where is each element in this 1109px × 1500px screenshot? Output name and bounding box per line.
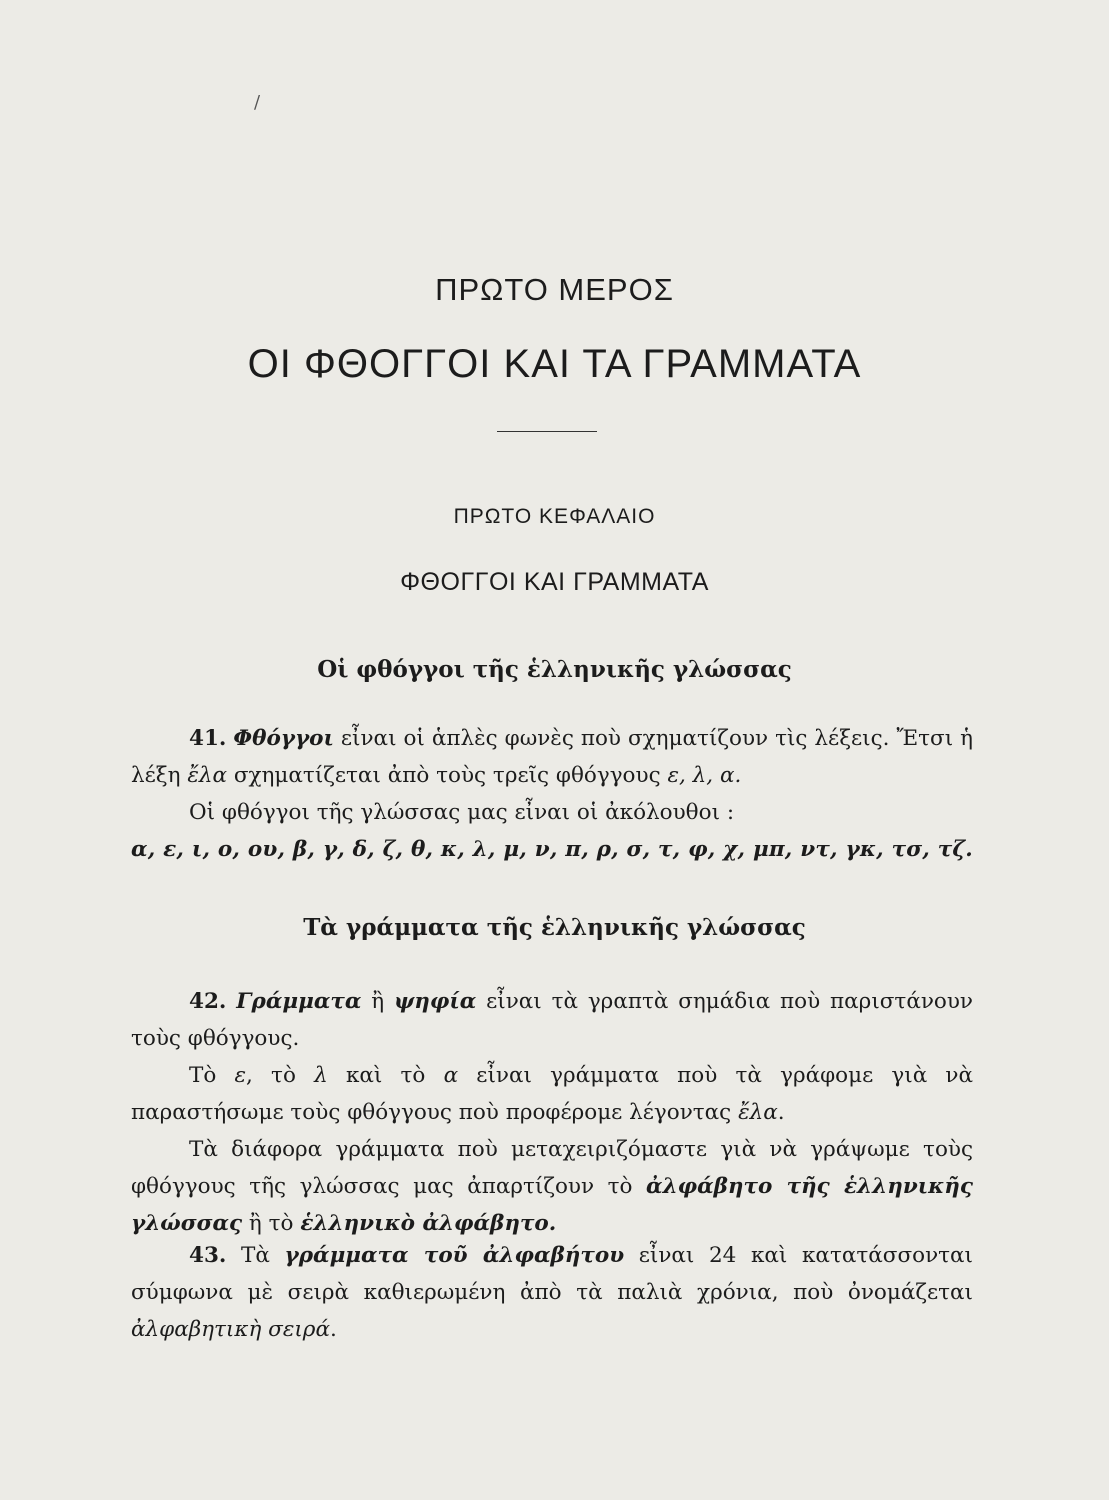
paragraph-text: Τὰ διάφορα γράμματα ποὺ μεταχειριζόμαστε γιὰ νὰ γράψωμε τοὺς φθόγγους τῆς γλώσσας μας ἀπαρτίζουν τὸ — [131, 1137, 973, 1199]
paragraph-42-example — [131, 1057, 973, 1131]
term-alphabet-greek-language: ἀλφάβητο τῆς ἑλληνικῆς γλώσσας — [131, 1174, 973, 1236]
section-title-letters: Τὰ γράμματα τῆς ἑλληνικῆς γλώσσας — [303, 914, 806, 941]
paragraph-text: εἶναι οἱ ἁπλὲς φωνὲς ποὺ σχηματίζουν τὶς λέξεις. Ἔτσι ἡ λέξη — [131, 726, 973, 788]
paragraph-41 — [131, 720, 973, 868]
paragraph-number: 42. — [189, 989, 227, 1014]
paragraph-43-body — [131, 1237, 973, 1348]
margin-mark: / — [254, 92, 261, 113]
part-label: ΠΡΩΤΟ ΜΕΡΟΣ — [435, 272, 674, 307]
term-grammata: Γράμματα — [236, 989, 362, 1014]
example-letter: λ — [314, 1063, 328, 1088]
paragraph-text: εἶναι 24 καὶ κατατάσσονται σύμφωνα μὲ σειρὰ καθιερωμένη ἀπὸ τὰ παλιὰ χρόνια, ποὺ ὀνομάζεται — [131, 1243, 973, 1305]
paragraph-text: καὶ τὸ — [327, 1063, 444, 1088]
term-greek-alphabet: ἑλληνικὸ ἀλφάβητο. — [300, 1211, 557, 1236]
example-sounds: ε, λ, α. — [667, 763, 742, 788]
section-title-sounds: Οἱ φθόγγοι τῆς ἑλληνικῆς γλώσσας — [317, 656, 792, 683]
paragraph-number: 41. — [189, 726, 227, 751]
example-letter: ε — [234, 1063, 247, 1088]
paragraph-43 — [131, 1237, 973, 1348]
paragraph-text: σχηματίζεται ἀπὸ τοὺς τρεῖς φθόγγους — [227, 763, 668, 788]
part-title: ΟΙ ΦΘΟΓΓΟΙ ΚΑΙ ΤΑ ΓΡΑΜΜΑΤΑ — [247, 342, 862, 386]
paragraph-text: , τὸ — [246, 1063, 315, 1088]
chapter-title: ΦΘΟΓΓΟΙ ΚΑΙ ΓΡΑΜΜΑΤΑ — [400, 568, 709, 596]
paragraph-42-body — [131, 983, 973, 1057]
paragraph-number: 43. — [189, 1243, 227, 1268]
chapter-label: ΠΡΩΤΟ ΚΕΦΑΛΑΙΟ — [453, 505, 656, 528]
term-letters-of-alphabet: γράμματα τοῦ ἀλφαβήτου — [284, 1243, 625, 1268]
paragraph-text: εἶναι γράμματα ποὺ τὰ γράφομε γιὰ νὰ παραστήσωμε τοὺς φθόγγους ποὺ προφέρομε λέγοντας — [131, 1063, 974, 1125]
paragraph-42-alphabet — [131, 1131, 973, 1242]
example-word: ἔλα — [738, 1100, 778, 1125]
example-word: ἔλα — [187, 763, 228, 788]
sounds-intro-line: Οἱ φθόγγοι τῆς γλώσσας μας εἶναι οἱ ἀκόλουθοι : — [189, 800, 735, 825]
sounds-list: α, ε, ι, ο, ου, β, γ, δ, ζ, θ, κ, λ, μ, ν, π, ρ, σ, τ, φ, χ, μπ, ντ, γκ, τσ, τζ. — [131, 837, 973, 862]
paragraph-text: Τὸ — [189, 1063, 235, 1088]
example-letter: α — [443, 1063, 459, 1088]
term-alphabetical-order: ἀλφαβητικὴ σειρά — [131, 1317, 330, 1342]
paragraph-41-body — [131, 720, 973, 794]
paragraph-text: ἢ τὸ — [242, 1211, 301, 1236]
paragraph-text: Τὰ — [226, 1243, 285, 1268]
paragraph-text: εἶναι τὰ γραπτὰ σημάδια ποὺ παριστάνουν τοὺς φθόγγους. — [131, 989, 973, 1051]
paragraph-text: ἢ — [361, 989, 394, 1014]
term-phthongoi: Φθόγγοι — [233, 726, 334, 751]
paragraph-42 — [131, 983, 973, 1242]
term-psifia: ψηφία — [394, 989, 477, 1014]
paragraph-text: . — [329, 1317, 337, 1342]
separator-rule — [497, 431, 597, 432]
paragraph-text: . — [777, 1100, 785, 1125]
